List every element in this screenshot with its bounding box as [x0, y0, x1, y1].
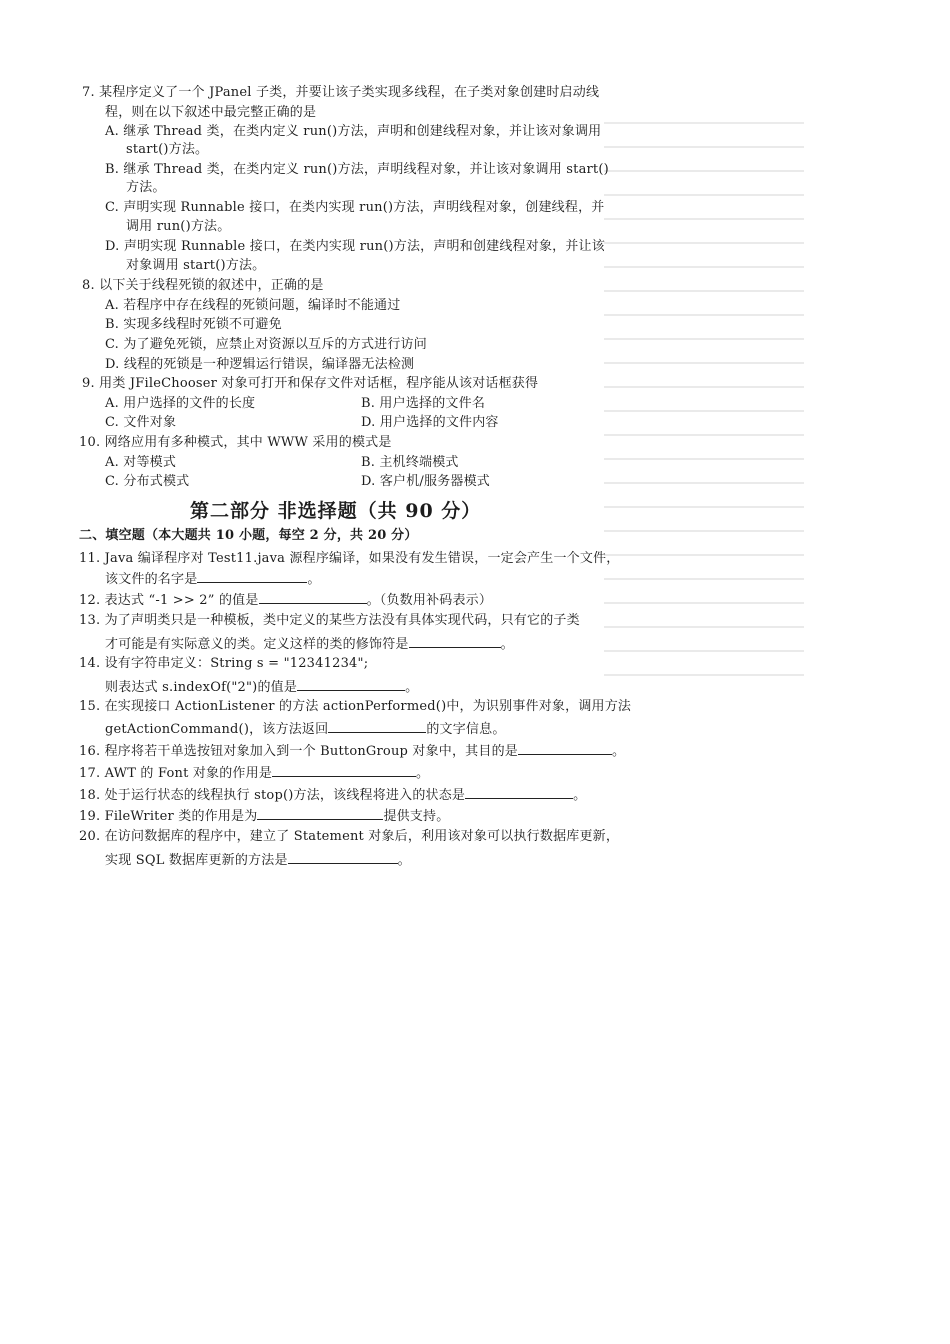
q16-line	[79, 741, 625, 761]
fill-blank-section-heading: 二、填空题（本大题共 10 小题，每空 2 分，共 20 分）	[79, 528, 418, 543]
q8-option-a: A. 若程序中存在线程的死锁问题，编译时不能通过	[105, 298, 401, 313]
q10-option-c: C. 分布式模式	[105, 474, 190, 489]
q13-line1: 13. 为了声明类只是一种模板，类中定义的某些方法没有具体实现代码，只有它的子类	[79, 613, 580, 628]
q19-answer-blank	[257, 806, 383, 820]
q16-period: 。	[611, 744, 626, 759]
q17-period: 。	[416, 766, 430, 781]
q7-option-c-line2: 调用 run()方法。	[126, 219, 231, 234]
q8-option-c: C. 为了避免死锁，应禁止对资源以互斥的方式进行访问	[105, 337, 427, 352]
q7-option-b-line2: 方法。	[126, 180, 166, 195]
q15-text-end: 的文字信息。	[426, 722, 506, 737]
q10-option-a: A. 对等模式	[105, 455, 177, 470]
q14-period: 。	[405, 680, 419, 695]
q9-option-a: A. 用户选择的文件的长度	[105, 396, 256, 411]
q15-line2	[105, 719, 506, 739]
q14-text: 则表达式 s.indexOf("2")的值是	[105, 680, 298, 695]
q14-line1: 14. 设有字符串定义：String s = "12341234";	[79, 656, 369, 671]
q8-option-b: B. 实现多线程时死锁不可避免	[105, 317, 282, 332]
q9-option-d: D. 用户选择的文件内容	[361, 415, 499, 430]
q19-text-end: 提供支持。	[383, 809, 450, 824]
q9-option-c: C. 文件对象	[105, 415, 177, 430]
q17-text: 17. AWT 的 Font 对象的作用是	[79, 766, 273, 781]
q20-line1: 20. 在访问数据库的程序中，建立了 Statement 对象后，利用该对象可以执行数据库更新，	[79, 829, 620, 844]
q7-option-a-line1: A. 继承 Thread 类，在类内定义 run()方法，声明和创建线程对象，并让该对象调用	[105, 124, 602, 139]
q19-text: 19. FileWriter 类的作用是为	[79, 809, 258, 824]
q19-line	[79, 806, 449, 826]
q7-stem-line1: 7. 某程序定义了一个 JPanel 子类，并要让该子类实现多线程，在子类对象创建时启动线	[82, 85, 600, 100]
q7-option-a-line2: start()方法。	[126, 142, 209, 157]
q11-line2	[105, 569, 321, 589]
q16-text: 16. 程序将若干单选按钮对象加入到一个 ButtonGroup 对象中，其目的是	[79, 744, 518, 759]
q10-option-b: B. 主机终端模式	[361, 455, 459, 470]
part-two-title: 第二部分 非选择题（共 90 分）	[190, 500, 482, 522]
q13-line2	[105, 634, 514, 654]
q18-answer-blank	[465, 785, 573, 799]
q10-stem: 10. 网络应用有多种模式，其中 WWW 采用的模式是	[79, 435, 392, 450]
q11-line1: 11. Java 编译程序对 Test11.java 源程序编译，如果没有发生错误，一定会产生一个文件，	[79, 551, 620, 566]
q16-answer-blank	[518, 741, 612, 755]
q11-answer-blank	[197, 569, 307, 583]
q20-text: 实现 SQL 数据库更新的方法是	[105, 853, 288, 868]
q8-stem: 8. 以下关于线程死锁的叙述中，正确的是	[82, 278, 324, 293]
q13-answer-blank	[409, 634, 501, 648]
q12-answer-blank	[259, 590, 367, 604]
q13-period: 。	[500, 637, 514, 652]
q18-line	[79, 785, 586, 805]
q8-option-d: D. 线程的死锁是一种逻辑运行错误，编译器无法检测	[105, 357, 415, 372]
q20-period: 。	[397, 853, 411, 868]
q12-line	[79, 590, 492, 610]
q11-period: 。	[307, 572, 321, 587]
q7-stem-line2: 程，则在以下叙述中最完整正确的是	[105, 105, 317, 120]
q18-period: 。	[573, 788, 587, 803]
q12-note: 。（负数用补码表示）	[366, 593, 493, 608]
q15-answer-blank	[328, 719, 426, 733]
q17-answer-blank	[272, 763, 416, 777]
q13-text: 才可能是有实际意义的类。定义这样的类的修饰符是	[105, 637, 409, 652]
q11-text: 该文件的名字是	[105, 572, 198, 587]
q15-line1: 15. 在实现接口 ActionListener 的方法 actionPerformed()中，为识别事件对象，调用方法	[79, 699, 632, 714]
q7-option-d-line1: D. 声明实现 Runnable 接口，在类内实现 run()方法，声明和创建线程对象，并让该	[105, 239, 605, 254]
q7-option-d-line2: 对象调用 start()方法。	[126, 258, 266, 273]
q18-text: 18. 处于运行状态的线程执行 stop()方法，该线程将进入的状态是	[79, 788, 466, 803]
q7-option-b-line1: B. 继承 Thread 类，在类内定义 run()方法，声明线程对象，并让该对象调用 start()	[105, 162, 609, 177]
q14-line2	[105, 677, 418, 697]
q15-text: getActionCommand()，该方法返回	[105, 722, 329, 737]
q20-answer-blank	[288, 850, 398, 864]
q17-line	[79, 763, 429, 783]
q7-option-c-line1: C. 声明实现 Runnable 接口，在类内实现 run()方法，声明线程对象，创建线程，并	[105, 200, 605, 215]
q9-stem: 9. 用类 JFileChooser 对象可打开和保存文件对话框，程序能从该对话框获得	[82, 376, 539, 391]
q12-text: 12. 表达式 “-1 >> 2” 的值是	[79, 593, 259, 608]
q14-answer-blank	[297, 677, 405, 691]
bleed-through-text	[604, 100, 804, 880]
q20-line2	[105, 850, 411, 870]
q9-option-b: B. 用户选择的文件名	[361, 396, 486, 411]
q10-option-d: D. 客户机/服务器模式	[361, 474, 491, 489]
